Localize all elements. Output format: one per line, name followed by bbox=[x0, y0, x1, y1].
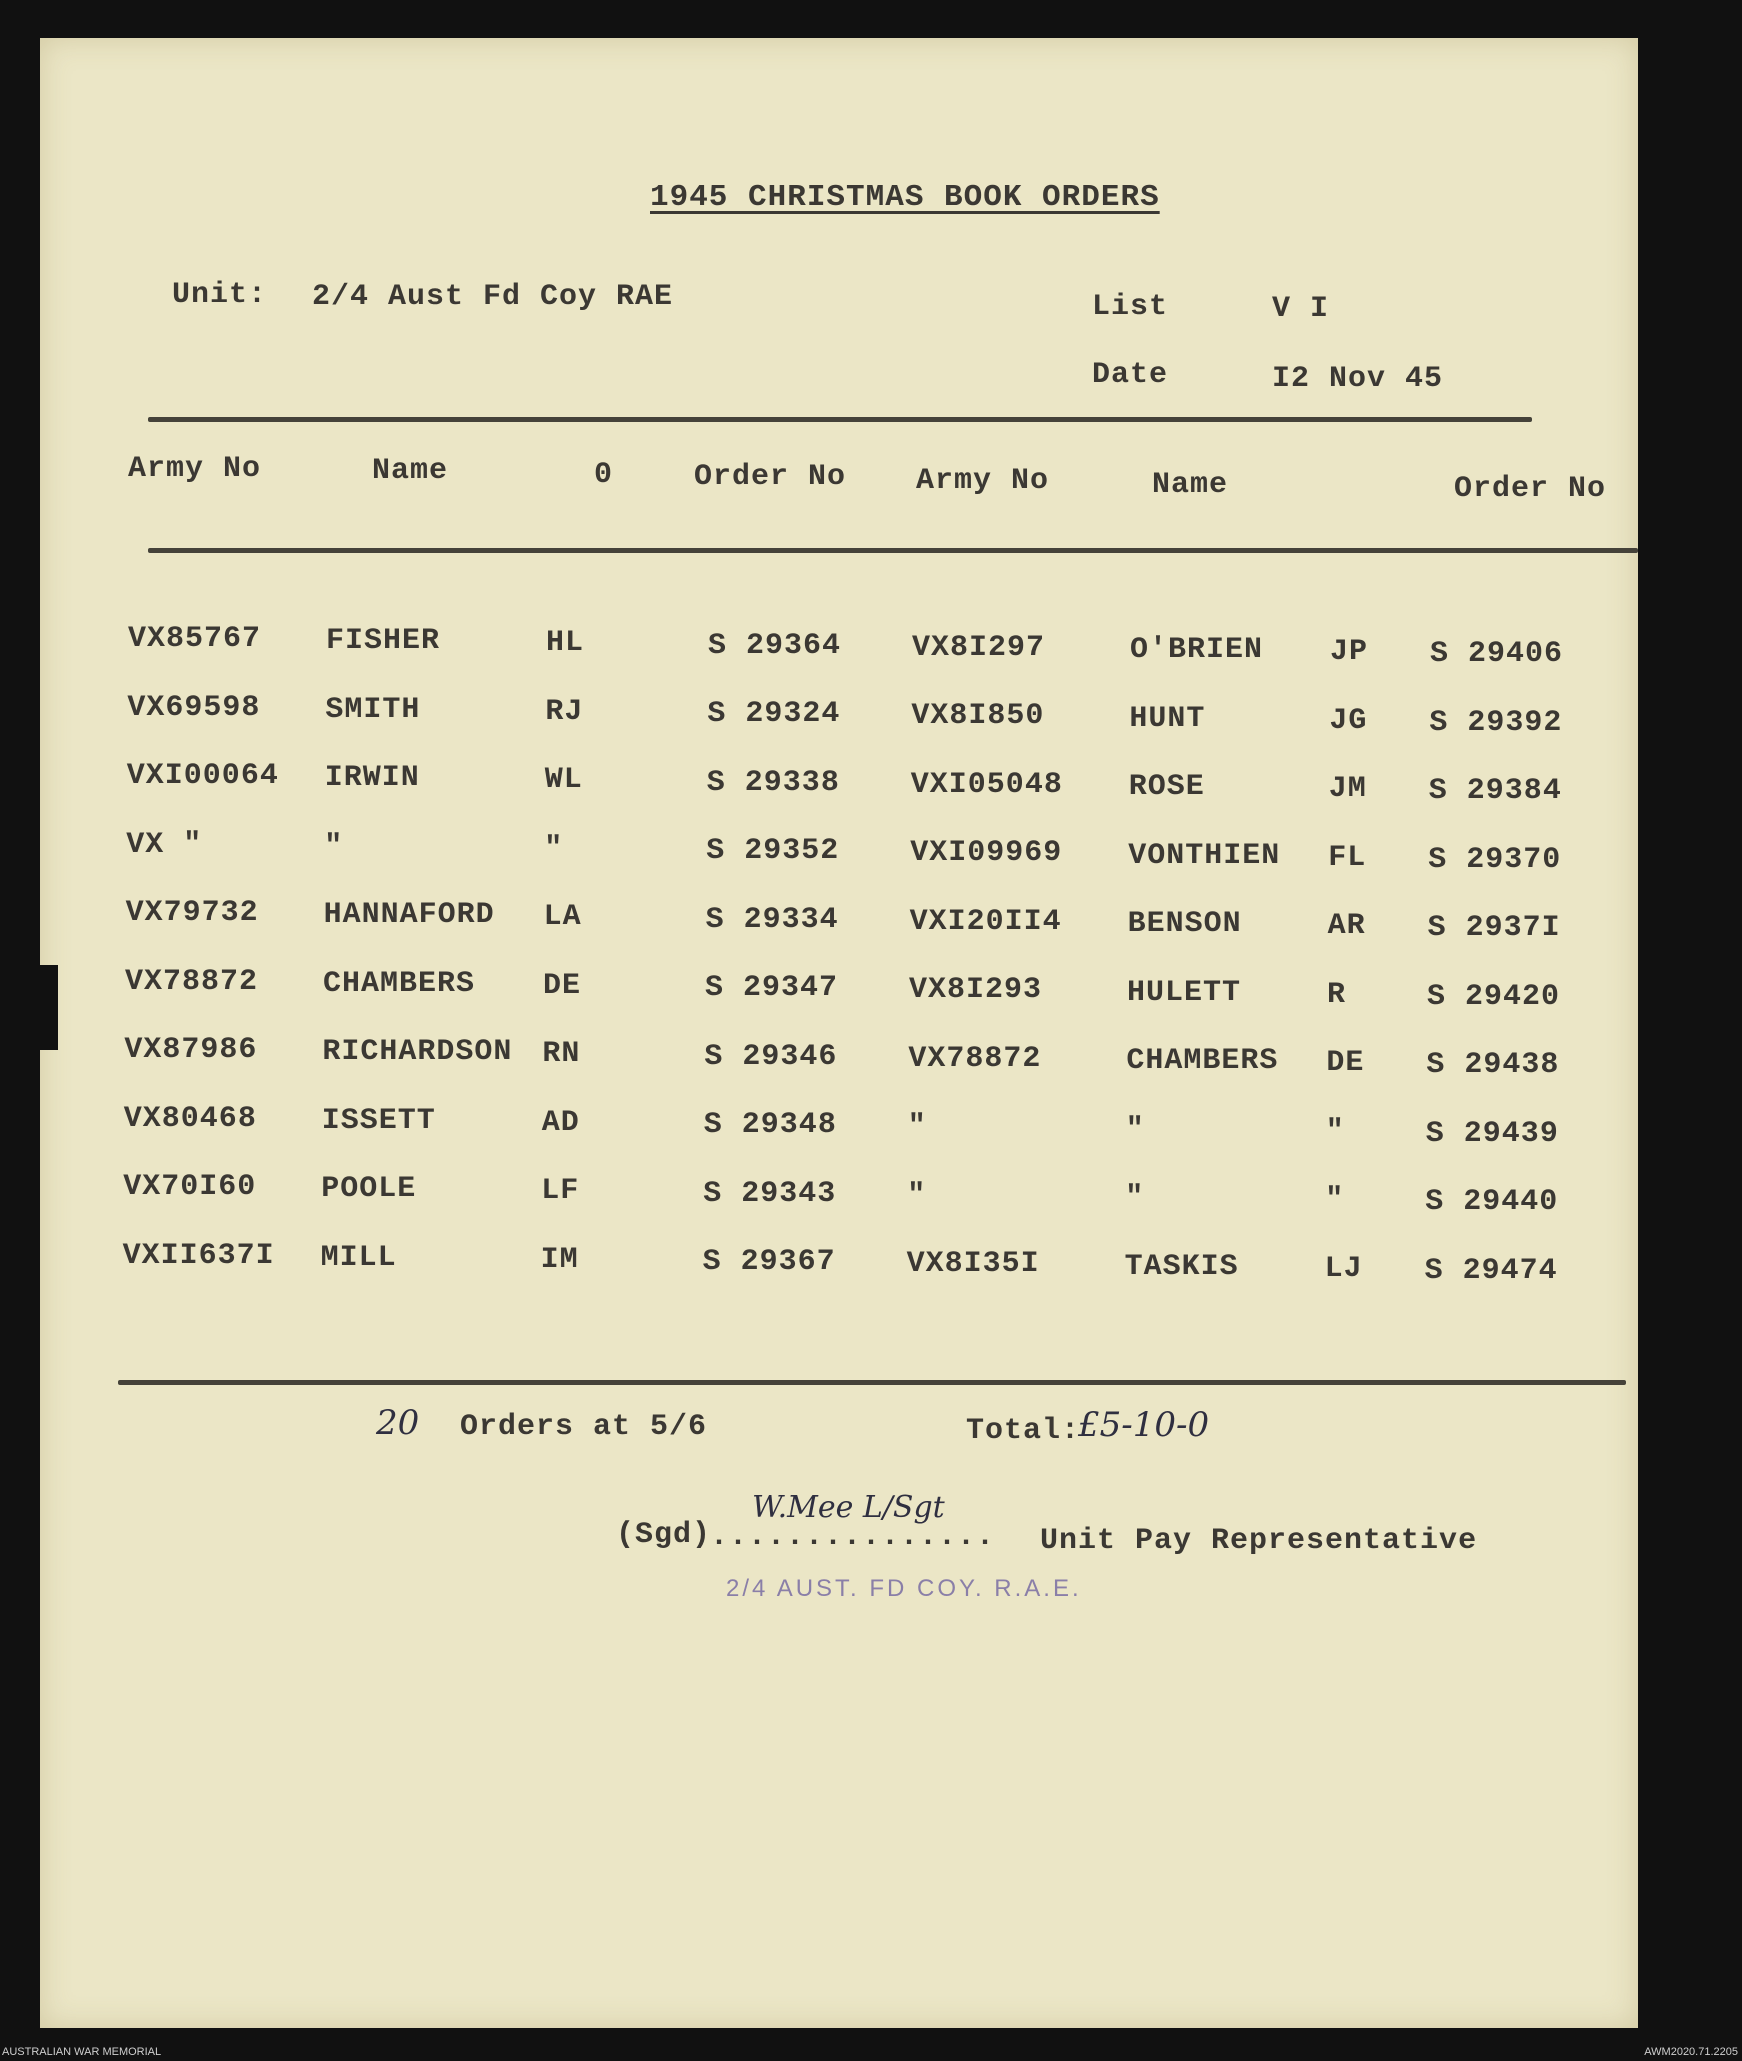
unit-stamp: 2/4 AUST. FD COY. R.A.E. bbox=[726, 1575, 1082, 1602]
cell-order-no-right: S 2937I bbox=[1427, 911, 1561, 946]
cell-army-no-right: VX8I293 bbox=[909, 973, 1043, 1008]
header-name-left: Name bbox=[372, 454, 449, 488]
cell-order-no: S 29348 bbox=[703, 1108, 837, 1143]
table-bottom-rule bbox=[118, 1380, 1626, 1385]
header-order-no-right: Order No bbox=[1454, 472, 1607, 506]
date-label: Date bbox=[1092, 358, 1169, 392]
cell-army-no: VX70I60 bbox=[123, 1170, 257, 1204]
unit-label: Unit: bbox=[172, 278, 268, 312]
cell-name: MILL bbox=[320, 1240, 397, 1275]
cell-name: POOLE bbox=[321, 1172, 417, 1207]
cell-name-right: HULETT bbox=[1127, 975, 1242, 1010]
cell-initials: " bbox=[544, 831, 564, 866]
cell-initials: RJ bbox=[545, 694, 584, 729]
cell-army-no-right: VX78872 bbox=[908, 1041, 1042, 1076]
cell-army-no-right: " bbox=[907, 1110, 927, 1145]
cell-name-right: HUNT bbox=[1129, 701, 1206, 736]
cell-order-no: S 29364 bbox=[708, 628, 842, 663]
cell-name: FISHER bbox=[326, 624, 441, 659]
cell-name: RICHARDSON bbox=[322, 1035, 513, 1070]
header-initials-left: 0 bbox=[594, 458, 614, 492]
cell-army-no: VX78872 bbox=[125, 964, 259, 999]
footer-right-caption: AWM2020.71.2205 bbox=[1644, 2046, 1738, 2058]
cell-name-right: VONTHIEN bbox=[1128, 838, 1281, 873]
cell-name-right: O'BRIEN bbox=[1130, 633, 1264, 667]
cell-army-no-right: " bbox=[907, 1178, 927, 1213]
date-value: I2 Nov 45 bbox=[1272, 362, 1444, 396]
cell-initials: RN bbox=[542, 1037, 581, 1072]
cell-army-no-right: VXI05048 bbox=[910, 767, 1063, 802]
cell-name-right: ROSE bbox=[1128, 770, 1205, 804]
cell-order-no-right: S 29370 bbox=[1428, 842, 1562, 877]
header-army-no-right: Army No bbox=[916, 464, 1050, 498]
cell-order-no: S 29338 bbox=[706, 765, 840, 800]
cell-order-no-right: S 29420 bbox=[1427, 979, 1561, 1014]
cell-name: HANNAFORD bbox=[323, 898, 495, 933]
rep-label: Unit Pay Representative bbox=[1040, 1524, 1478, 1558]
cell-order-no-right: S 29439 bbox=[1425, 1116, 1559, 1151]
cell-order-no: S 29324 bbox=[707, 697, 841, 732]
cell-initials: LA bbox=[543, 900, 582, 935]
orders-text: Orders at 5/6 bbox=[460, 1410, 708, 1444]
document-title: 1945 CHRISTMAS BOOK ORDERS bbox=[650, 180, 1160, 215]
cell-initials: DE bbox=[543, 968, 582, 1003]
cell-order-no: S 29334 bbox=[705, 902, 839, 937]
cell-name: " bbox=[324, 829, 344, 864]
header-bottom-rule bbox=[148, 548, 1638, 553]
cell-initials-right: R bbox=[1327, 977, 1347, 1012]
cell-initials: LF bbox=[541, 1174, 580, 1209]
cell-army-no: VXII637I bbox=[122, 1238, 275, 1273]
list-value: V I bbox=[1272, 292, 1330, 326]
cell-army-no-right: VXI20II4 bbox=[909, 904, 1062, 939]
cell-name-right: CHAMBERS bbox=[1126, 1044, 1279, 1078]
total-handwritten: £5-10-0 bbox=[1078, 1405, 1210, 1445]
cell-initials-right: FL bbox=[1328, 840, 1367, 875]
cell-army-no-right: VX8I297 bbox=[912, 630, 1046, 665]
cell-initials-right: JP bbox=[1330, 635, 1369, 670]
cell-army-no: VX80468 bbox=[123, 1101, 257, 1136]
signature-handwritten: W.Mee L/Sgt bbox=[752, 1490, 945, 1525]
cell-name: CHAMBERS bbox=[323, 966, 476, 1001]
cell-order-no-right: S 29392 bbox=[1429, 705, 1563, 740]
cell-name-right: " bbox=[1125, 1181, 1145, 1215]
footer-left-caption: AUSTRALIAN WAR MEMORIAL bbox=[2, 2046, 162, 2058]
cell-initials: AD bbox=[541, 1105, 580, 1140]
header-order-no-left: Order No bbox=[694, 460, 847, 494]
document-page bbox=[40, 38, 1638, 2028]
cell-initials-right: AR bbox=[1327, 909, 1366, 944]
cell-army-no: VX79732 bbox=[125, 896, 259, 930]
cell-order-no: S 29347 bbox=[705, 971, 839, 1006]
cell-order-no: S 29367 bbox=[702, 1245, 836, 1280]
cell-name-right: BENSON bbox=[1127, 907, 1242, 941]
cell-initials-right: " bbox=[1325, 1183, 1345, 1218]
cell-name-right: TASKIS bbox=[1124, 1249, 1239, 1284]
signature-dots: ............... bbox=[710, 1520, 996, 1554]
list-label: List bbox=[1092, 290, 1169, 324]
cell-name: ISSETT bbox=[321, 1103, 436, 1138]
cell-army-no-right: VX8I850 bbox=[911, 699, 1045, 734]
header-name-right: Name bbox=[1152, 468, 1229, 502]
cell-army-no: VXI00064 bbox=[126, 759, 279, 793]
cell-name-right: " bbox=[1125, 1112, 1145, 1147]
cell-army-no: VX " bbox=[126, 827, 203, 862]
cell-army-no: VX85767 bbox=[128, 622, 262, 656]
cell-initials: IM bbox=[540, 1242, 579, 1277]
cell-army-no-right: VXI09969 bbox=[910, 836, 1063, 871]
cell-army-no: VX69598 bbox=[127, 690, 261, 725]
cell-initials-right: JM bbox=[1328, 772, 1367, 807]
cell-initials-right: JG bbox=[1329, 703, 1368, 738]
cell-initials: WL bbox=[544, 763, 583, 798]
cell-order-no: S 29346 bbox=[704, 1039, 838, 1074]
cell-order-no-right: S 29384 bbox=[1428, 774, 1562, 809]
cell-army-no: VX87986 bbox=[124, 1033, 258, 1067]
cell-name: IRWIN bbox=[324, 761, 420, 796]
cell-initials-right: LJ bbox=[1324, 1251, 1363, 1286]
cell-initials: HL bbox=[546, 626, 585, 661]
cell-army-no-right: VX8I35I bbox=[906, 1247, 1040, 1282]
unit-value: 2/4 Aust Fd Coy RAE bbox=[312, 280, 674, 314]
page-notch bbox=[40, 965, 58, 1050]
cell-name: SMITH bbox=[325, 692, 421, 727]
sgd-label: (Sgd) bbox=[616, 1518, 712, 1552]
total-label: Total: bbox=[966, 1414, 1081, 1448]
cell-order-no-right: S 29440 bbox=[1425, 1185, 1559, 1220]
header-army-no-left: Army No bbox=[128, 452, 262, 486]
cell-order-no: S 29352 bbox=[706, 834, 840, 869]
cell-order-no: S 29343 bbox=[703, 1176, 837, 1211]
cell-initials-right: DE bbox=[1326, 1046, 1365, 1081]
cell-order-no-right: S 29474 bbox=[1424, 1253, 1558, 1288]
cell-order-no-right: S 29406 bbox=[1430, 637, 1564, 672]
cell-initials-right: " bbox=[1325, 1114, 1345, 1149]
header-top-rule bbox=[148, 417, 1532, 422]
cell-order-no-right: S 29438 bbox=[1426, 1048, 1560, 1083]
count-handwritten: 20 bbox=[376, 1403, 420, 1443]
